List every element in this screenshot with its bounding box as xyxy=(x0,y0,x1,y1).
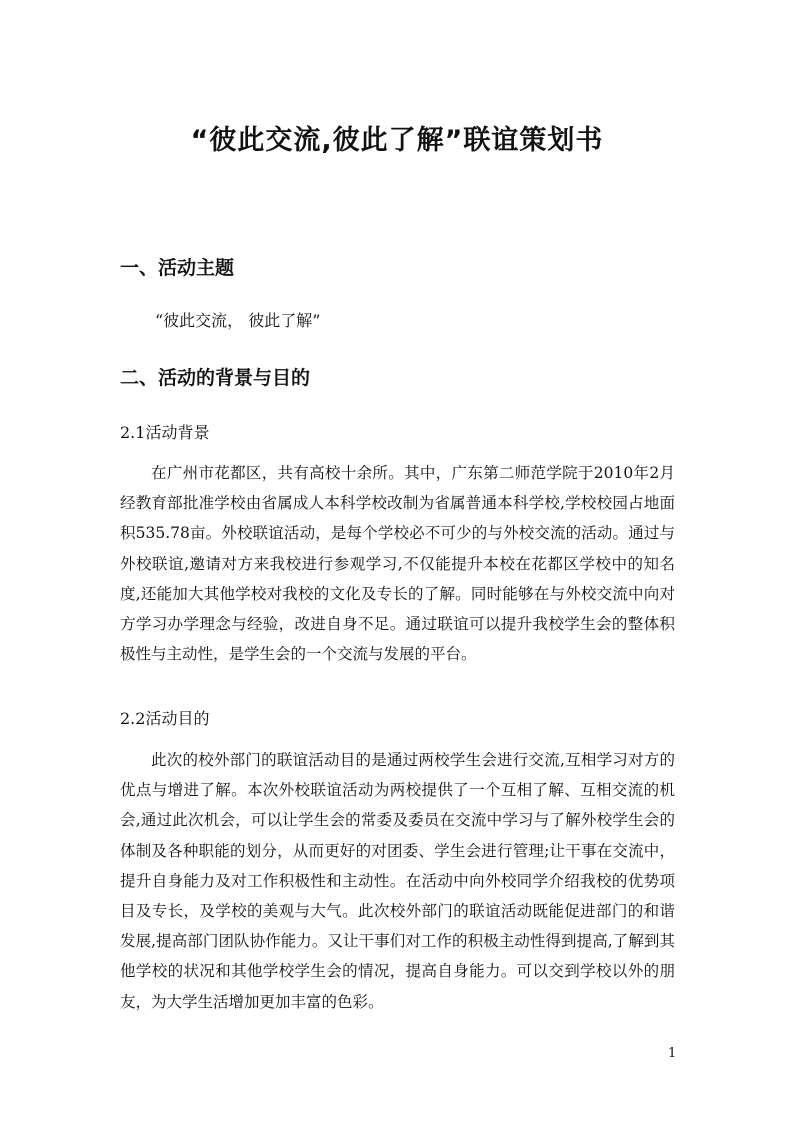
subsection-2-2-heading: 2.2活动目的 xyxy=(120,709,210,728)
document-title: “彼此交流,彼此了解”联谊策划书 xyxy=(190,125,604,156)
purpose-paragraph: 此次的校外部门的联谊活动目的是通过两校学生会进行交流,互相学习对方的优点与增进了解。本次外校联谊活动为两校提供了一个互相了解、互相交流的机会,通过此次机会，可以让学生会的常委及委员在交流中学习与了解外校学生会的体制及各种职能的划分，从而更好的对团委、学生会进行管理;让干事在交流中，提升自身能力及对工作积极性和主动性。在活动中向外校同学介绍我校的优势项目及专长，及学校的美观与大气。此次校外部门的联谊活动既能促进部门的和谐发展,提高部门团队协作能力。又让干事们对工作的积极主动性得到提高,了解到其他学校的状况和其他学校学生会的情况，提高自身能力。可以交到学校以外的朋友，为大学生活增加更加丰富的色彩。 xyxy=(120,751,675,1011)
activity-theme-text: “彼此交流， 彼此了解” xyxy=(155,311,321,330)
section-1-heading: 一、活动主题 xyxy=(120,257,235,279)
subsection-2-1-heading: 2.1活动背景 xyxy=(120,423,210,442)
section-2-heading: 二、活动的背景与目的 xyxy=(120,367,311,389)
background-paragraph: 在广州市花都区，共有高校十余所。其中，广东第二师范学院于2010年2月经教育部批准学校由省属成人本科学校改制为省属普通本科学校,学校校园占地面积535.78亩。外校联谊活动，是每个学校必不可少的与外校交流的活动。通过与外校联谊,邀请对方来我校进行参观学习,不仅能提升本校在花都区学校中的知名度,还能加大其他学校对我校的文化及专长的了解。同时能够在与外校交流中向对方学习办学理念与经验，改进自身不足。通过联谊可以提升我校学生会的整体积极性与主动性，是学生会的一个交流与发展的平台。 xyxy=(120,464,675,664)
page-number: 1 xyxy=(668,1046,677,1061)
